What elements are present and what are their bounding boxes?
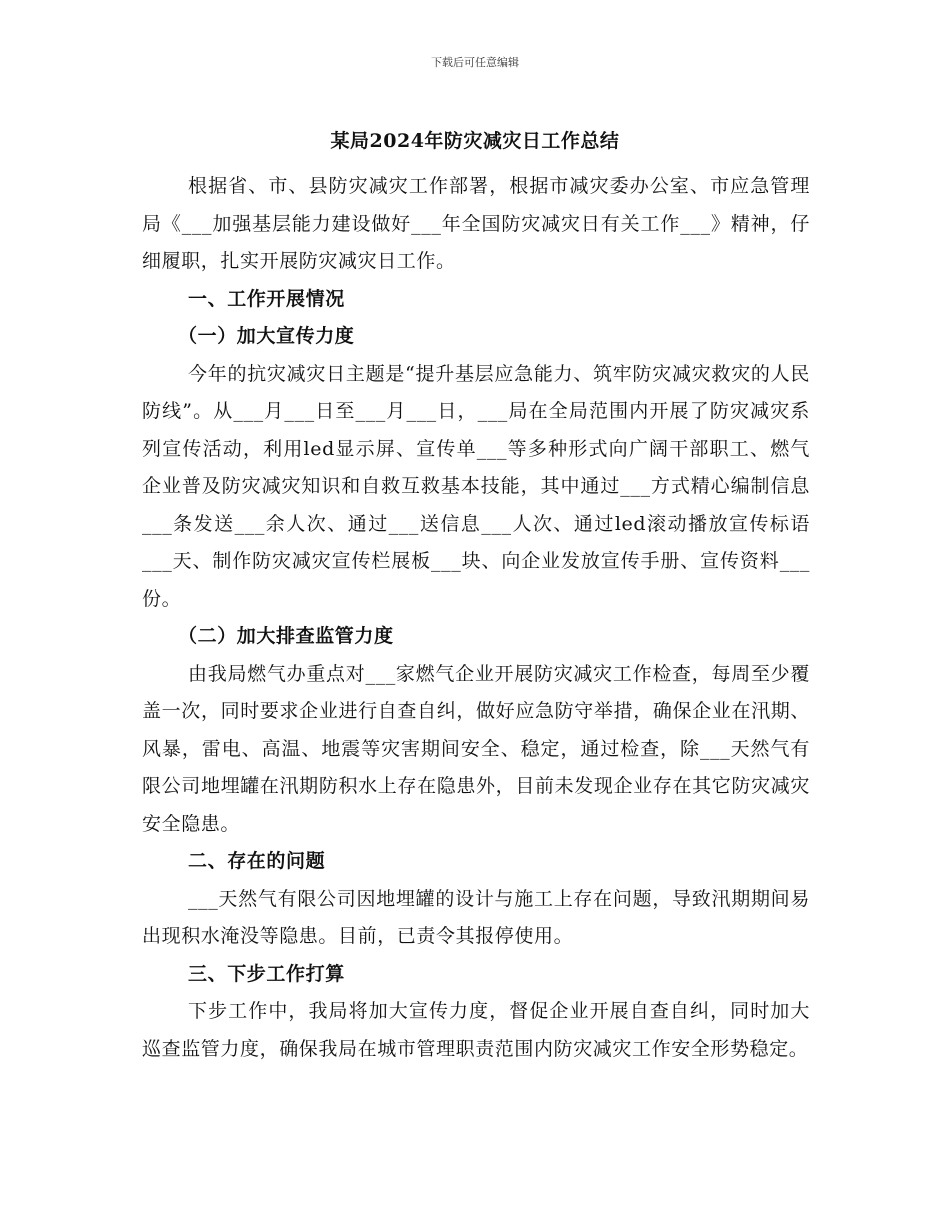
subsection-1-heading: （一）加大宣传力度 [178, 325, 355, 347]
section-3-heading: 三、下步工作打算 [188, 962, 345, 985]
section-3-paragraph: 下步工作中，我局将加大宣传力度，督促企业开展自查自纠，同时加大巡查监管力度，确保我局在城市管理职责范围内防灾减灾工作安全形势稳定。 [142, 1000, 810, 1060]
subsection-2-heading: （二）加大排查监管力度 [178, 625, 394, 647]
intro-paragraph: 根据省、市、县防灾减灾工作部署，根据市减灾委办公室、市应急管理局《___加强基层能力建设做好___年全国防灾减灾日有关工作___》精神，仔细履职，扎实开展防灾减灾日工作。 [142, 175, 810, 272]
section-2-paragraph: ___天然气有限公司因地埋罐的设计与施工上存在问题，导致汛期期间易出现积水淹没等隐患。目前，已责令其报停使用。 [142, 887, 810, 947]
subsection-1-paragraph: 今年的抗灾减灾日主题是“提升基层应急能力、筑牢防灾减灾救灾的人民防线”。从___月___日至___月___日，___局在全局范围内开展了防灾减灾系列宣传活动，利用led显示屏、宣传单___等多种形式向广阔干部职工、燃气企业普及防灾减灾知识和自救互救基本技能，其中通过___方式精心编制信息___条发送___余人次、通过___送信息___人次、通过led滚动播放宣传标语___天、制作防灾减灾宣传栏展板___块、向企业发放宣传手册、宣传资料___份。 [142, 362, 810, 610]
document-body [142, 168, 810, 1068]
section-1-heading: 一、工作开展情况 [188, 287, 345, 310]
document-title: 某局2024年防灾减灾日工作总结 [330, 130, 620, 152]
section-2-heading: 二、存在的问题 [188, 850, 326, 872]
header-note: 下载后可任意编辑 [431, 56, 519, 69]
subsection-2-paragraph: 由我局燃气办重点对___家燃气企业开展防灾减灾工作检查，每周至少覆盖一次，同时要求企业进行自查自纠，做好应急防守举措，确保企业在汛期、风暴，雷电、高温、地震等灾害期间安全、稳定，通过检查，除___天然气有限公司地埋罐在汛期防积水上存在隐患外，目前未发现企业存在其它防灾减灾安全隐患。 [142, 662, 810, 835]
